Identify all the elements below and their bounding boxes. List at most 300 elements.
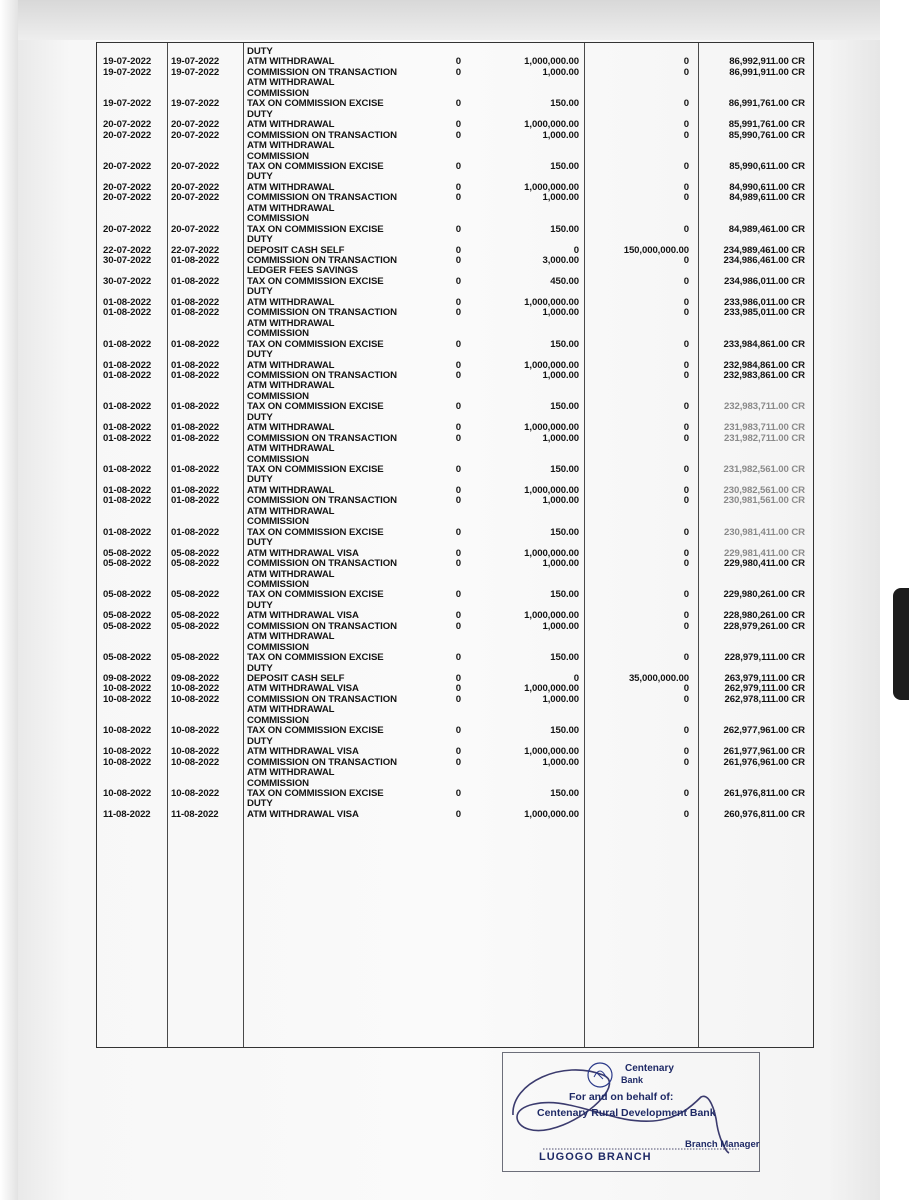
description: TAX ON COMMISSION EXCISE [247,223,384,235]
withdrawal-amount: 0 [455,808,461,820]
transaction-date: 19-07-2022 [171,56,220,68]
balance-amount: 233,985,011.00 CR [724,307,805,319]
description: TAX ON COMMISSION EXCISE [247,98,384,110]
value-date: 01-08-2022 [103,338,152,350]
withdrawal-amount: 0 [455,756,461,768]
transaction-date: 20-07-2022 [171,129,220,141]
transaction-date: 05-08-2022 [171,589,220,601]
debit-amount: 1,000.00 [542,558,579,570]
description: DUTY [247,735,273,747]
value-date: 19-07-2022 [103,98,152,110]
description: ATM WITHDRAWAL [247,317,335,329]
balance-amount: 261,976,811.00 CR [724,787,805,799]
debit-amount: 150.00 [550,787,579,799]
balance-amount: 234,986,011.00 CR [724,275,805,287]
description: COMMISSION [247,87,309,99]
withdrawal-amount: 0 [455,160,461,172]
debit-amount: 150.00 [550,223,579,235]
transaction-date: 20-07-2022 [171,192,220,204]
credit-amount: 35,000,000.00 [628,673,689,684]
description: ATM WITHDRAWAL VISA [247,683,359,695]
debit-amount: 150.00 [550,526,579,538]
balance-amount: 233,984,861.00 CR [723,338,805,350]
value-date: 05-08-2022 [103,610,152,622]
description: TAX ON COMMISSION EXCISE [247,401,384,413]
withdrawal-amount: 0 [455,422,461,434]
description: COMMISSION [247,213,309,225]
description: ATM WITHDRAWAL [247,202,335,214]
value-date: 20-07-2022 [103,192,152,204]
transaction-date: 05-08-2022 [171,652,220,664]
withdrawal-amount: 0 [455,526,461,538]
balance-amount: 230,981,411.00 CR [724,526,805,538]
value-date: 30-07-2022 [103,275,152,287]
withdrawal-amount: 0 [455,746,461,758]
description: COMMISSION [247,453,309,465]
debit-amount: 1,000,000.00 [524,296,579,308]
description: ATM WITHDRAWAL [247,296,335,308]
withdrawal-amount: 0 [455,129,461,141]
value-date: 01-08-2022 [103,359,152,371]
description: DUTY [247,599,273,611]
description: DUTY [247,286,273,298]
credit-amount: 0 [683,223,689,235]
transaction-date: 01-08-2022 [171,401,220,413]
debit-amount: 1,000,000.00 [524,547,579,559]
debit-amount: 0 [573,673,579,684]
debit-amount: 450.00 [550,275,579,287]
value-date: 01-08-2022 [103,495,152,507]
withdrawal-amount: 0 [455,255,461,266]
description: ATM WITHDRAWAL VISA [247,610,359,622]
credit-amount: 0 [683,181,689,193]
description: ATM WITHDRAWAL [247,704,335,716]
withdrawal-amount: 0 [455,484,461,496]
withdrawal-amount: 0 [455,244,461,256]
description: COMMISSION ON TRANSACTION [247,558,397,570]
balance-amount: 85,990,761.00 CR [728,129,805,141]
credit-amount: 0 [683,255,689,266]
debit-amount: 150.00 [550,589,579,601]
column-divider [698,43,699,1047]
debit-amount: 1,000,000.00 [524,484,579,496]
balance-amount: 261,976,961.00 CR [723,756,805,768]
value-date: 22-07-2022 [103,244,152,256]
balance-amount: 84,989,461.00 CR [728,223,805,235]
description: COMMISSION ON TRANSACTION [247,66,397,78]
description: COMMISSION ON TRANSACTION [247,307,397,319]
description: TAX ON COMMISSION EXCISE [247,464,384,475]
description: ATM WITHDRAWAL VISA [247,808,359,820]
value-date: 20-07-2022 [103,181,152,193]
withdrawal-amount: 0 [455,432,461,444]
debit-amount: 1,000.00 [542,756,579,768]
withdrawal-amount: 0 [455,401,461,413]
balance-amount: 228,979,111.00 CR [724,652,805,664]
withdrawal-amount: 0 [455,620,461,632]
description: DUTY [247,171,273,183]
credit-amount: 0 [683,547,689,559]
balance-amount: 262,978,111.00 CR [724,693,805,705]
description: ATM WITHDRAWAL [247,568,335,580]
balance-amount: 233,986,011.00 CR [724,296,805,308]
credit-amount: 0 [683,610,689,622]
debit-amount: 1,000,000.00 [524,359,579,371]
description: ATM WITHDRAWAL [247,767,335,779]
balance-amount: 229,980,411.00 CR [724,558,805,570]
value-date: 01-08-2022 [103,401,152,413]
description: TAX ON COMMISSION EXCISE [247,275,384,287]
value-date: 01-08-2022 [103,526,152,538]
debit-amount: 1,000.00 [542,620,579,632]
transaction-date: 05-08-2022 [171,547,220,559]
value-date: 05-08-2022 [103,652,152,664]
description: ATM WITHDRAWAL [247,181,335,193]
withdrawal-amount: 0 [455,464,461,475]
balance-amount: 84,990,611.00 CR [729,181,805,193]
description: ATM WITHDRAWAL [247,119,335,131]
credit-amount: 0 [683,558,689,570]
value-date: 20-07-2022 [103,223,152,235]
transaction-date: 10-08-2022 [171,693,220,705]
balance-amount: 85,991,761.00 CR [728,119,805,131]
description: ATM WITHDRAWAL VISA [247,547,359,559]
credit-amount: 0 [683,296,689,308]
withdrawal-amount: 0 [455,275,461,287]
debit-amount: 1,000.00 [542,369,579,381]
description: ATM WITHDRAWAL [247,443,335,455]
balance-amount: 232,983,861.00 CR [723,369,805,381]
description: ATM WITHDRAWAL [247,56,335,68]
transaction-date: 05-08-2022 [171,620,220,632]
description: ATM WITHDRAWAL [247,140,335,152]
description: TAX ON COMMISSION EXCISE [247,725,384,737]
debit-amount: 1,000.00 [542,307,579,319]
debit-amount: 0 [573,244,579,256]
value-date: 01-08-2022 [103,422,152,434]
value-date: 19-07-2022 [103,56,152,68]
credit-amount: 0 [683,359,689,371]
debit-amount: 150.00 [550,725,579,737]
description: TAX ON COMMISSION EXCISE [247,652,384,664]
balance-amount: 263,979,111.00 CR [724,673,805,684]
withdrawal-amount: 0 [455,589,461,601]
withdrawal-amount: 0 [455,338,461,350]
description: ATM WITHDRAWAL [247,631,335,643]
stamp-institution: Centenary Rural Development Bank [537,1107,716,1119]
withdrawal-amount: 0 [455,652,461,664]
stamp-behalf-line: For and on behalf of: [569,1091,674,1103]
credit-amount: 150,000,000.00 [623,244,689,256]
withdrawal-amount: 0 [455,223,461,235]
description: ATM WITHDRAWAL [247,359,335,371]
transaction-date: 01-08-2022 [171,526,220,538]
transaction-date: 01-08-2022 [171,432,220,444]
withdrawal-amount: 0 [455,98,461,110]
credit-amount: 0 [683,307,689,319]
debit-amount: 150.00 [550,338,579,350]
debit-amount: 150.00 [550,464,579,475]
transaction-date: 01-08-2022 [171,359,220,371]
transaction-date: 10-08-2022 [171,725,220,737]
withdrawal-amount: 0 [455,610,461,622]
transaction-date: 05-08-2022 [171,558,220,570]
column-divider [584,43,585,1047]
balance-amount: 230,981,561.00 CR [723,495,805,507]
value-date: 20-07-2022 [103,119,152,131]
description: ATM WITHDRAWAL [247,422,335,434]
value-date: 09-08-2022 [103,673,152,684]
withdrawal-amount: 0 [455,693,461,705]
debit-amount: 1,000.00 [542,495,579,507]
value-date: 01-08-2022 [103,432,152,444]
withdrawal-amount: 0 [455,547,461,559]
stamp-bank-word: Bank [621,1075,644,1085]
transaction-date: 10-08-2022 [171,787,220,799]
value-date: 10-08-2022 [103,683,152,695]
transaction-date: 01-08-2022 [171,255,220,266]
balance-amount: 229,981,411.00 CR [724,547,805,559]
description: DEPOSIT CASH SELF [247,244,345,256]
debit-amount: 1,000,000.00 [524,683,579,695]
description: COMMISSION ON TRANSACTION [247,129,397,141]
withdrawal-amount: 0 [455,787,461,799]
withdrawal-amount: 0 [455,673,461,684]
debit-amount: 150.00 [550,652,579,664]
description: COMMISSION [247,516,309,528]
debit-amount: 1,000,000.00 [524,56,579,68]
description: TAX ON COMMISSION EXCISE [247,589,384,601]
debit-amount: 1,000.00 [542,693,579,705]
column-divider [167,43,168,1047]
credit-amount: 0 [683,432,689,444]
credit-amount: 0 [683,787,689,799]
credit-amount: 0 [683,484,689,496]
credit-amount: 0 [683,56,689,68]
transaction-date: 10-08-2022 [171,746,220,758]
balance-amount: 86,991,761.00 CR [728,98,805,110]
description: COMMISSION ON TRANSACTION [247,255,397,266]
description: TAX ON COMMISSION EXCISE [247,160,384,172]
value-date: 01-08-2022 [103,484,152,496]
balance-amount: 228,980,261.00 CR [723,610,805,622]
credit-amount: 0 [683,652,689,664]
credit-amount: 0 [683,66,689,78]
balance-amount: 228,979,261.00 CR [723,620,805,632]
description: COMMISSION [247,777,309,789]
balance-amount: 230,982,561.00 CR [723,484,805,496]
transaction-date: 05-08-2022 [171,610,220,622]
description: DUTY [247,108,273,120]
debit-amount: 150.00 [550,98,579,110]
balance-amount: 262,977,961.00 CR [723,725,805,737]
debit-amount: 1,000,000.00 [524,422,579,434]
value-date: 10-08-2022 [103,746,152,758]
description: DUTY [247,411,273,423]
credit-amount: 0 [683,725,689,737]
value-date: 30-07-2022 [103,255,152,266]
column-divider [243,43,244,1047]
description: COMMISSION ON TRANSACTION [247,693,397,705]
description: COMMISSION [247,390,309,402]
credit-amount: 0 [683,401,689,413]
credit-amount: 0 [683,746,689,758]
credit-amount: 0 [683,693,689,705]
transaction-date: 20-07-2022 [171,160,220,172]
debit-amount: 1,000.00 [542,432,579,444]
credit-amount: 0 [683,275,689,287]
credit-amount: 0 [683,369,689,381]
value-date: 01-08-2022 [103,464,152,475]
credit-amount: 0 [683,683,689,695]
stamp-branch: LUGOGO BRANCH [539,1151,652,1163]
credit-amount: 0 [683,620,689,632]
withdrawal-amount: 0 [455,296,461,308]
balance-amount: 86,992,911.00 CR [729,56,805,68]
description: ATM WITHDRAWAL [247,380,335,392]
transaction-date: 10-08-2022 [171,683,220,695]
balance-amount: 231,982,561.00 CR [723,464,805,475]
credit-amount: 0 [683,160,689,172]
credit-amount: 0 [683,808,689,820]
debit-amount: 150.00 [550,401,579,413]
transaction-date: 01-08-2022 [171,422,220,434]
value-date: 01-08-2022 [103,369,152,381]
balance-amount: 234,986,461.00 CR [723,255,805,266]
value-date: 19-07-2022 [103,66,152,78]
description: DUTY [247,537,273,549]
description: DUTY [247,474,273,486]
description: DUTY [247,349,273,361]
withdrawal-amount: 0 [455,369,461,381]
debit-amount: 1,000,000.00 [524,181,579,193]
balance-amount: 261,977,961.00 CR [723,746,805,758]
credit-amount: 0 [683,589,689,601]
withdrawal-amount: 0 [455,683,461,695]
description: DEPOSIT CASH SELF [247,673,345,684]
description: DUTY [247,798,273,810]
value-date: 01-08-2022 [103,307,152,319]
description: TAX ON COMMISSION EXCISE [247,338,384,350]
description: DUTY [247,234,273,246]
withdrawal-amount: 0 [455,66,461,78]
description: ATM WITHDRAWAL [247,484,335,496]
description: TAX ON COMMISSION EXCISE [247,787,384,799]
description: ATM WITHDRAWAL [247,505,335,517]
withdrawal-amount: 0 [455,359,461,371]
description: LEDGER FEES SAVINGS [247,265,358,277]
bank-stamp [502,1052,760,1172]
balance-amount: 229,980,261.00 CR [723,589,805,601]
withdrawal-amount: 0 [455,56,461,68]
transaction-date: 10-08-2022 [171,756,220,768]
transaction-date: 22-07-2022 [171,244,220,256]
withdrawal-amount: 0 [455,725,461,737]
transaction-date: 20-07-2022 [171,181,220,193]
description: COMMISSION [247,328,309,340]
description: DUTY [247,46,273,57]
credit-amount: 0 [683,422,689,434]
transaction-date: 01-08-2022 [171,307,220,319]
withdrawal-amount: 0 [455,307,461,319]
balance-amount: 232,983,711.00 CR [724,401,805,413]
credit-amount: 0 [683,98,689,110]
balance-amount: 231,982,711.00 CR [724,432,805,444]
description: TAX ON COMMISSION EXCISE [247,526,384,538]
description: ATM WITHDRAWAL [247,77,335,89]
debit-amount: 1,000.00 [542,192,579,204]
transaction-date: 09-08-2022 [171,673,220,684]
transaction-date: 20-07-2022 [171,119,220,131]
transaction-date: 01-08-2022 [171,495,220,507]
description: COMMISSION [247,578,309,590]
withdrawal-amount: 0 [455,495,461,507]
debit-amount: 1,000,000.00 [524,119,579,131]
paper-top-shadow [18,0,880,40]
value-date: 10-08-2022 [103,693,152,705]
transaction-date: 11-08-2022 [171,808,219,820]
transaction-date: 19-07-2022 [171,98,220,110]
description: DUTY [247,662,273,674]
debit-amount: 1,000.00 [542,66,579,78]
credit-amount: 0 [683,192,689,204]
transaction-date: 01-08-2022 [171,369,220,381]
credit-amount: 0 [683,526,689,538]
value-date: 20-07-2022 [103,160,152,172]
description: COMMISSION [247,150,309,162]
balance-amount: 232,984,861.00 CR [723,359,805,371]
debit-amount: 1,000.00 [542,129,579,141]
value-date: 10-08-2022 [103,787,152,799]
debit-amount: 1,000,000.00 [524,808,579,820]
balance-amount: 85,990,611.00 CR [729,160,805,172]
screen-edge-tab [893,588,909,700]
stamp-bank-name: Centenary [625,1063,674,1074]
description: COMMISSION ON TRANSACTION [247,495,397,507]
transaction-date: 01-08-2022 [171,296,220,308]
balance-amount: 231,983,711.00 CR [724,422,805,434]
credit-amount: 0 [683,464,689,475]
balance-amount: 86,991,911.00 CR [729,66,805,78]
stamp-role: Branch Manager [685,1139,760,1150]
description: COMMISSION [247,714,309,726]
value-date: 05-08-2022 [103,547,152,559]
transaction-date: 01-08-2022 [171,338,220,350]
balance-amount: 260,976,811.00 CR [724,808,805,820]
description: COMMISSION [247,641,309,653]
balance-amount: 234,989,461.00 CR [723,244,805,256]
credit-amount: 0 [683,129,689,141]
withdrawal-amount: 0 [455,119,461,131]
debit-amount: 1,000,000.00 [524,746,579,758]
credit-amount: 0 [683,338,689,350]
credit-amount: 0 [683,495,689,507]
transaction-date: 19-07-2022 [171,66,220,78]
description: ATM WITHDRAWAL VISA [247,746,359,758]
balance-amount: 84,989,611.00 CR [729,192,805,204]
credit-amount: 0 [683,756,689,768]
description: COMMISSION ON TRANSACTION [247,756,397,768]
value-date: 05-08-2022 [103,558,152,570]
withdrawal-amount: 0 [455,192,461,204]
description: COMMISSION ON TRANSACTION [247,432,397,444]
debit-amount: 150.00 [550,160,579,172]
transaction-date: 01-08-2022 [171,464,220,475]
value-date: 05-08-2022 [103,589,152,601]
value-date: 10-08-2022 [103,725,152,737]
balance-amount: 262,979,111.00 CR [724,683,805,695]
bank-statement-table [96,42,814,1048]
